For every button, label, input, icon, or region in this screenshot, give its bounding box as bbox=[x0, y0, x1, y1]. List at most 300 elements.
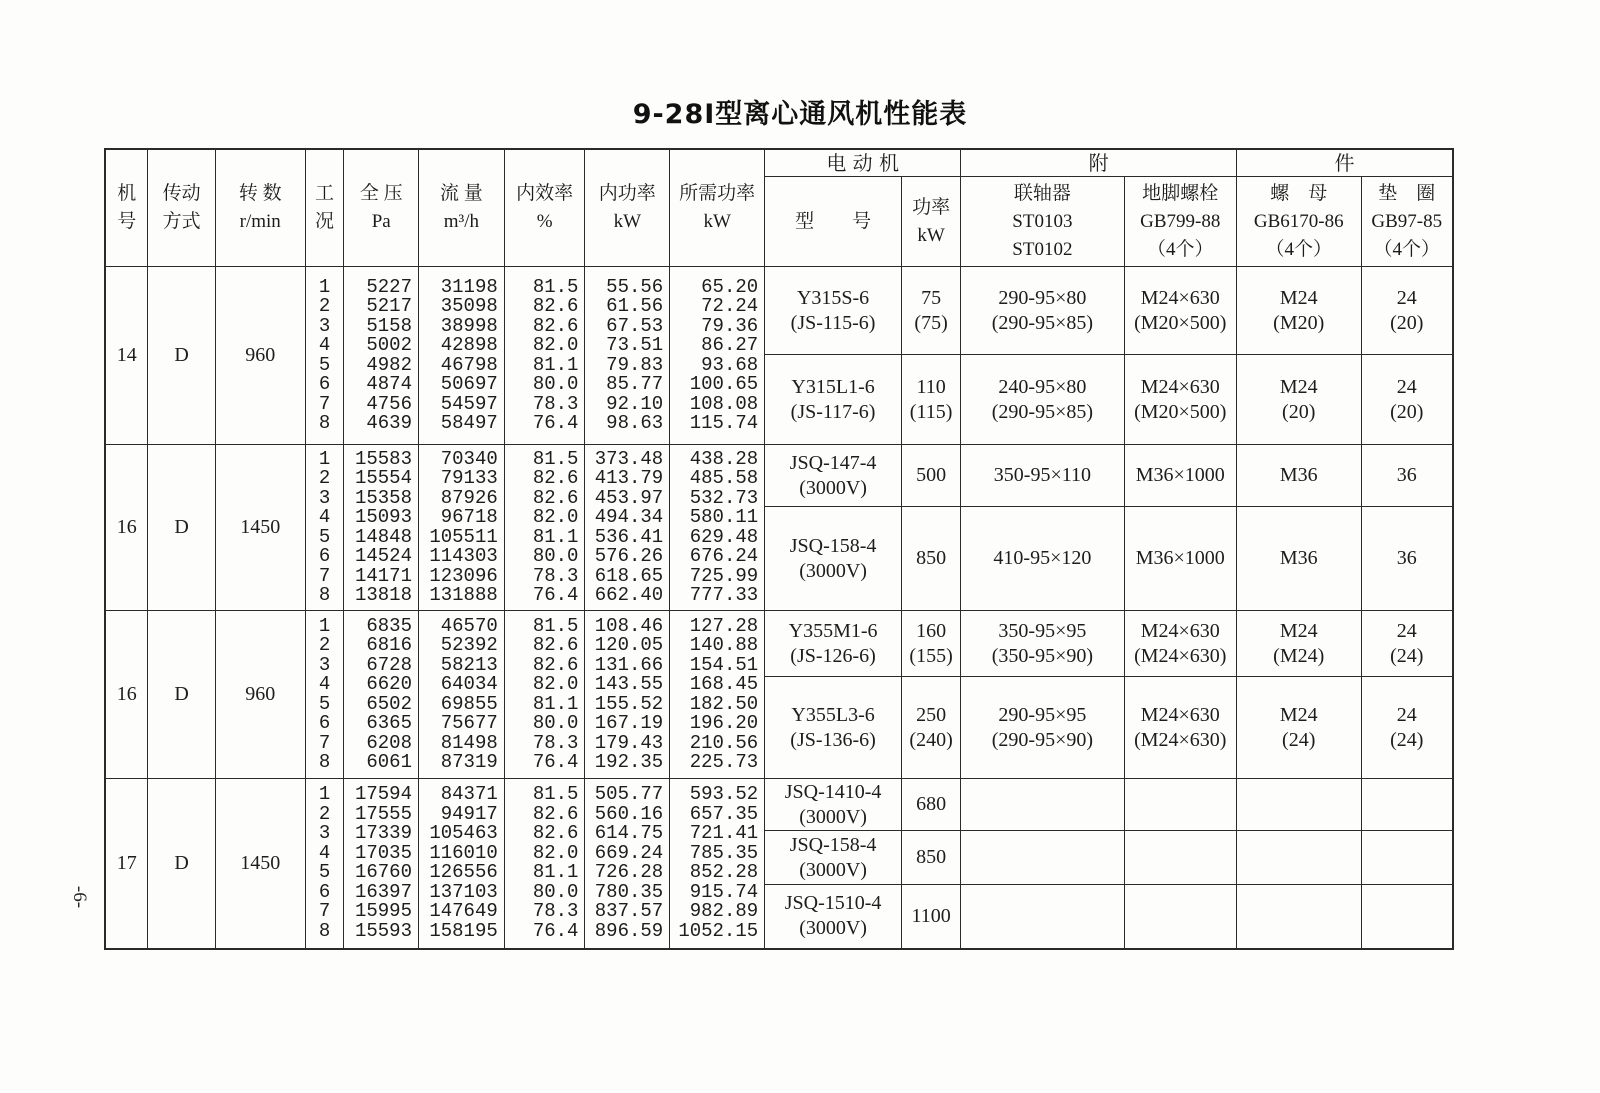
value-line: 576.26 bbox=[594, 545, 664, 567]
value-line: 5002 bbox=[366, 334, 412, 356]
motor-power bbox=[901, 611, 960, 677]
value-line: 61.56 bbox=[606, 295, 664, 317]
value-line: 35098 bbox=[440, 295, 498, 317]
value-line: 94917 bbox=[440, 802, 498, 825]
total-pressure-column bbox=[344, 779, 419, 949]
value-line: 55.56 bbox=[606, 275, 664, 298]
header-nut bbox=[1236, 177, 1361, 267]
nut-spec bbox=[1236, 355, 1361, 445]
header-label: 况 bbox=[315, 211, 335, 232]
value-line: 87926 bbox=[440, 486, 498, 509]
value-line: Y355L3-6 bbox=[791, 703, 875, 726]
value-line: 8 bbox=[318, 919, 331, 942]
drive-type: D bbox=[148, 445, 215, 611]
value-line: 13818 bbox=[354, 584, 412, 606]
washer-spec bbox=[1361, 355, 1453, 445]
internal-efficiency-column bbox=[504, 267, 585, 445]
header-accessory-left: 附 bbox=[961, 149, 1237, 177]
coupling-spec bbox=[961, 677, 1124, 779]
motor-model bbox=[765, 445, 902, 507]
value-line: (20) bbox=[1282, 400, 1316, 423]
value-line: 15995 bbox=[354, 900, 412, 923]
nut-spec bbox=[1236, 445, 1361, 507]
value-line: 2 bbox=[318, 634, 331, 656]
motor-power bbox=[901, 885, 960, 949]
value-line: 160 bbox=[916, 619, 947, 642]
value-line: M24×630 bbox=[1140, 375, 1220, 398]
value-line: 93.68 bbox=[701, 353, 759, 376]
value-line: 777.33 bbox=[689, 584, 759, 606]
value-line: M24×630 bbox=[1140, 619, 1220, 642]
value-line: 17594 bbox=[354, 783, 412, 806]
value-line: 210.56 bbox=[689, 731, 759, 754]
page-title: 9-28Ⅰ型离心通风机性能表 bbox=[632, 99, 968, 130]
nut-spec bbox=[1236, 677, 1361, 779]
value-line: 536.41 bbox=[594, 525, 664, 548]
motor-power bbox=[901, 355, 960, 445]
motor-model bbox=[765, 267, 902, 355]
value-line: 721.41 bbox=[689, 822, 759, 845]
value-line: 6620 bbox=[366, 673, 412, 695]
value-line: 78.3 bbox=[532, 392, 579, 415]
header-label: 联轴器 bbox=[1013, 182, 1071, 204]
flow-column bbox=[418, 445, 504, 611]
header-label: （4个） bbox=[1373, 238, 1440, 260]
nut-spec bbox=[1236, 611, 1361, 677]
value-line: JSQ-158-4 bbox=[789, 833, 877, 856]
value-line: 120.05 bbox=[594, 634, 664, 656]
value-line: 76.4 bbox=[532, 751, 579, 773]
value-line: 373.48 bbox=[594, 447, 664, 470]
value-line: (24) bbox=[1390, 728, 1424, 751]
machine-number: 16 bbox=[105, 611, 148, 779]
motor-model bbox=[765, 885, 902, 949]
value-line: 1 bbox=[318, 614, 331, 637]
value-line: 140.88 bbox=[689, 634, 759, 656]
value-line: 87319 bbox=[440, 751, 498, 773]
value-line: 42898 bbox=[440, 334, 498, 356]
value-line: 82.6 bbox=[532, 634, 579, 656]
value-line: 837.57 bbox=[594, 900, 664, 923]
coupling-spec bbox=[961, 779, 1124, 831]
machine-number: 16 bbox=[105, 445, 148, 611]
header-label: 全 压 bbox=[359, 183, 403, 204]
value-line: 3 bbox=[318, 314, 331, 337]
value-line: 58497 bbox=[440, 412, 498, 434]
value-line: 24 bbox=[1396, 619, 1417, 642]
header-speed bbox=[215, 149, 305, 267]
value-line: 8 bbox=[318, 584, 331, 606]
value-line: (24) bbox=[1390, 644, 1424, 667]
value-line: 85.77 bbox=[606, 373, 664, 395]
motor-power bbox=[901, 677, 960, 779]
value-line: 46798 bbox=[440, 353, 498, 376]
value-line: 676.24 bbox=[689, 545, 759, 567]
value-line: 4639 bbox=[366, 412, 412, 434]
value-line: 82.0 bbox=[532, 673, 579, 695]
value-line: 4 bbox=[318, 334, 331, 356]
header-washer bbox=[1361, 177, 1453, 267]
anchor-bolt-spec bbox=[1124, 445, 1236, 507]
value-line: 5227 bbox=[366, 275, 412, 298]
internal-power-column bbox=[585, 779, 670, 949]
value-line: 593.52 bbox=[689, 783, 759, 806]
nut-spec bbox=[1236, 885, 1361, 949]
value-line: 6061 bbox=[366, 751, 412, 773]
value-line: 290-95×80 bbox=[998, 286, 1087, 309]
header-label: 工 bbox=[315, 183, 335, 204]
header-label: 内效率 bbox=[516, 183, 574, 204]
value-line: Y315L1-6 bbox=[791, 375, 875, 398]
value-line: (3000V) bbox=[799, 858, 867, 881]
value-line: 3 bbox=[318, 486, 331, 509]
value-line: JSQ-1410-4 bbox=[784, 780, 882, 803]
rotation-speed: 1450 bbox=[215, 779, 305, 949]
header-internal-efficiency bbox=[504, 149, 585, 267]
value-line: 24 bbox=[1396, 703, 1417, 726]
value-line: (290-95×85) bbox=[991, 311, 1094, 334]
value-line: 167.19 bbox=[594, 712, 664, 734]
value-line: 14524 bbox=[354, 545, 412, 567]
value-line: (3000V) bbox=[799, 476, 867, 499]
value-line: (290-95×85) bbox=[991, 400, 1094, 423]
anchor-bolt-spec bbox=[1124, 267, 1236, 355]
nut-spec bbox=[1236, 831, 1361, 885]
washer-spec bbox=[1361, 779, 1453, 831]
value-line: 915.74 bbox=[689, 880, 759, 903]
value-line: 76.4 bbox=[532, 584, 579, 606]
value-line: 17035 bbox=[354, 841, 412, 864]
value-line: 80.0 bbox=[532, 373, 579, 395]
washer-spec bbox=[1361, 831, 1453, 885]
value-line: 14171 bbox=[354, 564, 412, 587]
value-line: 154.51 bbox=[689, 653, 759, 676]
condition-column bbox=[305, 267, 344, 445]
value-line: 453.97 bbox=[594, 486, 664, 509]
internal-power-column bbox=[585, 445, 670, 611]
value-line: 123096 bbox=[429, 564, 498, 587]
value-line: 96718 bbox=[440, 506, 498, 528]
header-label: （4个） bbox=[1147, 238, 1214, 260]
value-line: 126556 bbox=[429, 861, 498, 884]
value-line: 1 bbox=[318, 275, 331, 298]
anchor-bolt-spec bbox=[1124, 611, 1236, 677]
value-line: 1 bbox=[318, 447, 331, 470]
value-line: (290-95×90) bbox=[991, 728, 1094, 751]
value-line: 350-95×95 bbox=[998, 619, 1087, 642]
value-line: (20) bbox=[1390, 311, 1424, 334]
header-label: 地脚螺栓 bbox=[1142, 182, 1219, 204]
value-line: 1100 bbox=[911, 904, 951, 927]
flow-column bbox=[418, 611, 504, 779]
value-line: 500 bbox=[916, 464, 947, 486]
header-label: 方式 bbox=[162, 211, 201, 232]
value-line: 6816 bbox=[366, 634, 412, 656]
required-power-column bbox=[670, 611, 765, 779]
header-label: 传动 bbox=[162, 183, 201, 204]
table-row bbox=[105, 779, 1453, 831]
value-line: 82.6 bbox=[532, 822, 579, 845]
table-row bbox=[105, 445, 1453, 507]
value-line: 5 bbox=[318, 525, 331, 548]
value-line: 5 bbox=[318, 861, 331, 884]
value-line: 15093 bbox=[354, 506, 412, 528]
header-label: ST0102 bbox=[1012, 238, 1073, 260]
motor-model bbox=[765, 507, 902, 611]
value-line: 78.3 bbox=[532, 900, 579, 923]
value-line: 5 bbox=[318, 353, 331, 376]
value-line: 438.28 bbox=[689, 447, 759, 470]
value-line: 81.5 bbox=[532, 447, 579, 470]
value-line: 105511 bbox=[429, 525, 498, 548]
value-line: 726.28 bbox=[594, 861, 664, 884]
value-line: 86.27 bbox=[701, 334, 759, 356]
value-line: (240) bbox=[909, 728, 953, 751]
value-line: 896.59 bbox=[594, 919, 664, 942]
anchor-bolt-spec bbox=[1124, 779, 1236, 831]
value-line: 64034 bbox=[440, 673, 498, 695]
value-line: 76.4 bbox=[532, 412, 579, 434]
internal-power-column bbox=[585, 267, 670, 445]
value-line: 6502 bbox=[366, 692, 412, 715]
value-line: (75) bbox=[914, 311, 948, 334]
value-line: 4756 bbox=[366, 392, 412, 415]
anchor-bolt-spec bbox=[1124, 355, 1236, 445]
value-line: 108.08 bbox=[689, 392, 759, 415]
value-line: 54597 bbox=[440, 392, 498, 415]
value-line: 81.5 bbox=[532, 614, 579, 637]
value-line: 532.73 bbox=[689, 486, 759, 509]
value-line: 78.3 bbox=[532, 564, 579, 587]
value-line: 657.35 bbox=[689, 802, 759, 825]
header-machine-no bbox=[105, 149, 148, 267]
value-line: M36 bbox=[1279, 547, 1318, 569]
page-number: -6- bbox=[69, 885, 90, 909]
value-line: 114303 bbox=[429, 545, 498, 567]
value-line: M24 bbox=[1279, 619, 1318, 642]
value-line: 92.10 bbox=[606, 392, 664, 415]
value-line: 72.24 bbox=[701, 295, 759, 317]
value-line: 410-95×120 bbox=[993, 547, 1092, 569]
table-row bbox=[105, 611, 1453, 677]
washer-spec bbox=[1361, 677, 1453, 779]
value-line: 36 bbox=[1396, 464, 1417, 486]
value-line: 16397 bbox=[354, 880, 412, 903]
value-line: 81.5 bbox=[532, 275, 579, 298]
value-line: 38998 bbox=[440, 314, 498, 337]
header-total-pressure bbox=[344, 149, 419, 267]
table-header bbox=[105, 149, 1453, 267]
value-line: 15583 bbox=[354, 447, 412, 470]
value-line: 6 bbox=[318, 545, 331, 567]
value-line: 192.35 bbox=[594, 751, 664, 773]
header-label: 转 数 bbox=[238, 183, 282, 204]
value-line: 116010 bbox=[429, 841, 498, 864]
value-line: 7 bbox=[318, 564, 331, 587]
value-line: 5158 bbox=[366, 314, 412, 337]
value-line: 8 bbox=[318, 751, 331, 773]
value-line: 75 bbox=[921, 286, 942, 309]
header-label: % bbox=[536, 211, 553, 232]
motor-power bbox=[901, 507, 960, 611]
header-label: m³/h bbox=[443, 211, 479, 232]
value-line: 5217 bbox=[366, 295, 412, 317]
value-line: (350-95×90) bbox=[991, 644, 1094, 667]
value-line: 6 bbox=[318, 712, 331, 734]
header-label: 号 bbox=[117, 211, 137, 232]
motor-power bbox=[901, 831, 960, 885]
value-line: 36 bbox=[1396, 547, 1417, 569]
value-line: 16760 bbox=[354, 861, 412, 884]
header-label: 所需功率 bbox=[679, 183, 756, 204]
value-line: 82.6 bbox=[532, 467, 579, 489]
nut-spec bbox=[1236, 779, 1361, 831]
value-line: 6 bbox=[318, 373, 331, 395]
header-label: kW bbox=[613, 211, 642, 232]
value-line: Y315S-6 bbox=[796, 286, 870, 309]
value-line: 24 bbox=[1396, 375, 1417, 398]
required-power-column bbox=[670, 445, 765, 611]
value-line: 7 bbox=[318, 731, 331, 754]
washer-spec bbox=[1361, 267, 1453, 355]
value-line: 15358 bbox=[354, 486, 412, 509]
value-line: 182.50 bbox=[689, 692, 759, 715]
value-line: (M24) bbox=[1273, 644, 1325, 667]
header-flow bbox=[418, 149, 504, 267]
header-label: 流 量 bbox=[439, 183, 483, 204]
value-line: 850 bbox=[916, 547, 947, 569]
value-line: 52392 bbox=[440, 634, 498, 656]
value-line: Y355M1-6 bbox=[788, 619, 878, 642]
value-line: 7 bbox=[318, 392, 331, 415]
value-line: 24 bbox=[1396, 286, 1417, 309]
value-line: (M24×630) bbox=[1134, 644, 1227, 667]
value-line: 618.65 bbox=[594, 564, 664, 587]
washer-spec bbox=[1361, 611, 1453, 677]
value-line: 662.40 bbox=[594, 584, 664, 606]
value-line: 65.20 bbox=[701, 275, 759, 298]
drive-type: D bbox=[148, 267, 215, 445]
value-line: M36×1000 bbox=[1135, 464, 1225, 486]
value-line: M24 bbox=[1279, 375, 1318, 398]
internal-efficiency-column bbox=[504, 779, 585, 949]
rotation-speed: 1450 bbox=[215, 445, 305, 611]
value-line: 50697 bbox=[440, 373, 498, 395]
coupling-spec bbox=[961, 355, 1124, 445]
anchor-bolt-spec bbox=[1124, 507, 1236, 611]
value-line: (24) bbox=[1282, 728, 1316, 751]
value-line: 81498 bbox=[440, 731, 498, 754]
value-line: (JS-115-6) bbox=[790, 311, 876, 334]
value-line: 629.48 bbox=[689, 525, 759, 548]
header-label: 垫 圈 bbox=[1378, 182, 1436, 204]
value-line: 81.1 bbox=[532, 692, 579, 715]
internal-power-column bbox=[585, 611, 670, 779]
machine-number: 17 bbox=[105, 779, 148, 949]
value-line: 82.0 bbox=[532, 841, 579, 864]
flow-column bbox=[418, 267, 504, 445]
value-line: (115) bbox=[909, 400, 953, 423]
header-label: GB799-88 bbox=[1140, 210, 1221, 232]
required-power-column bbox=[670, 267, 765, 445]
value-line: 79.83 bbox=[606, 353, 664, 376]
header-required-power bbox=[670, 149, 765, 267]
value-line: 6365 bbox=[366, 712, 412, 734]
value-line: 82.6 bbox=[532, 295, 579, 317]
value-line: 79133 bbox=[440, 467, 498, 489]
washer-spec bbox=[1361, 445, 1453, 507]
header-motor: 电 动 机 bbox=[765, 149, 961, 177]
value-line: 158195 bbox=[429, 919, 498, 942]
value-line: 84371 bbox=[440, 783, 498, 806]
motor-model bbox=[765, 831, 902, 885]
value-line: (155) bbox=[909, 644, 953, 667]
value-line: 785.35 bbox=[689, 841, 759, 864]
rotation-speed: 960 bbox=[215, 611, 305, 779]
motor-power bbox=[901, 267, 960, 355]
header-label: kW bbox=[917, 224, 945, 246]
coupling-spec bbox=[961, 831, 1124, 885]
value-line: 196.20 bbox=[689, 712, 759, 734]
value-line: 81.1 bbox=[532, 353, 579, 376]
value-line: 240-95×80 bbox=[998, 375, 1087, 398]
value-line: 168.45 bbox=[689, 673, 759, 695]
value-line: 70340 bbox=[440, 447, 498, 470]
value-line: 147649 bbox=[429, 900, 498, 923]
header-anchor-bolt bbox=[1124, 177, 1236, 267]
value-line: 17339 bbox=[354, 822, 412, 845]
value-line: 100.65 bbox=[689, 373, 759, 395]
value-line: 413.79 bbox=[594, 467, 664, 489]
value-line: 81.5 bbox=[532, 783, 579, 806]
value-line: (JS-117-6) bbox=[790, 400, 876, 423]
value-line: JSQ-158-4 bbox=[789, 534, 877, 557]
value-line: (M20×500) bbox=[1134, 311, 1227, 334]
value-line: (3000V) bbox=[799, 805, 867, 828]
value-line: 580.11 bbox=[689, 506, 759, 528]
washer-spec bbox=[1361, 507, 1453, 611]
value-line: 82.0 bbox=[532, 506, 579, 528]
value-line: 2 bbox=[318, 467, 331, 489]
value-line: 82.0 bbox=[532, 334, 579, 356]
value-line: 250 bbox=[916, 703, 947, 726]
value-line: 8 bbox=[318, 412, 331, 434]
motor-power bbox=[901, 779, 960, 831]
washer-spec bbox=[1361, 885, 1453, 949]
value-line: 4982 bbox=[366, 353, 412, 376]
value-line: M36 bbox=[1279, 464, 1318, 486]
value-line: 79.36 bbox=[701, 314, 759, 337]
header-label: kW bbox=[703, 211, 731, 232]
motor-model bbox=[765, 677, 902, 779]
value-line: 105463 bbox=[429, 822, 498, 845]
header-label: ST0103 bbox=[1012, 210, 1073, 232]
header-accessory-right: 件 bbox=[1236, 149, 1453, 177]
value-line: 82.6 bbox=[532, 802, 579, 825]
motor-model bbox=[765, 611, 902, 677]
header-label: 内功率 bbox=[598, 183, 656, 204]
value-line: 46570 bbox=[440, 614, 498, 637]
drive-type: D bbox=[148, 611, 215, 779]
value-line: 560.16 bbox=[594, 802, 664, 825]
value-line: 80.0 bbox=[532, 712, 579, 734]
value-line: 15593 bbox=[354, 919, 412, 942]
header-label: Pa bbox=[371, 211, 391, 232]
motor-power bbox=[901, 445, 960, 507]
condition-column bbox=[305, 779, 344, 949]
value-line: 80.0 bbox=[532, 545, 579, 567]
coupling-spec bbox=[961, 885, 1124, 949]
